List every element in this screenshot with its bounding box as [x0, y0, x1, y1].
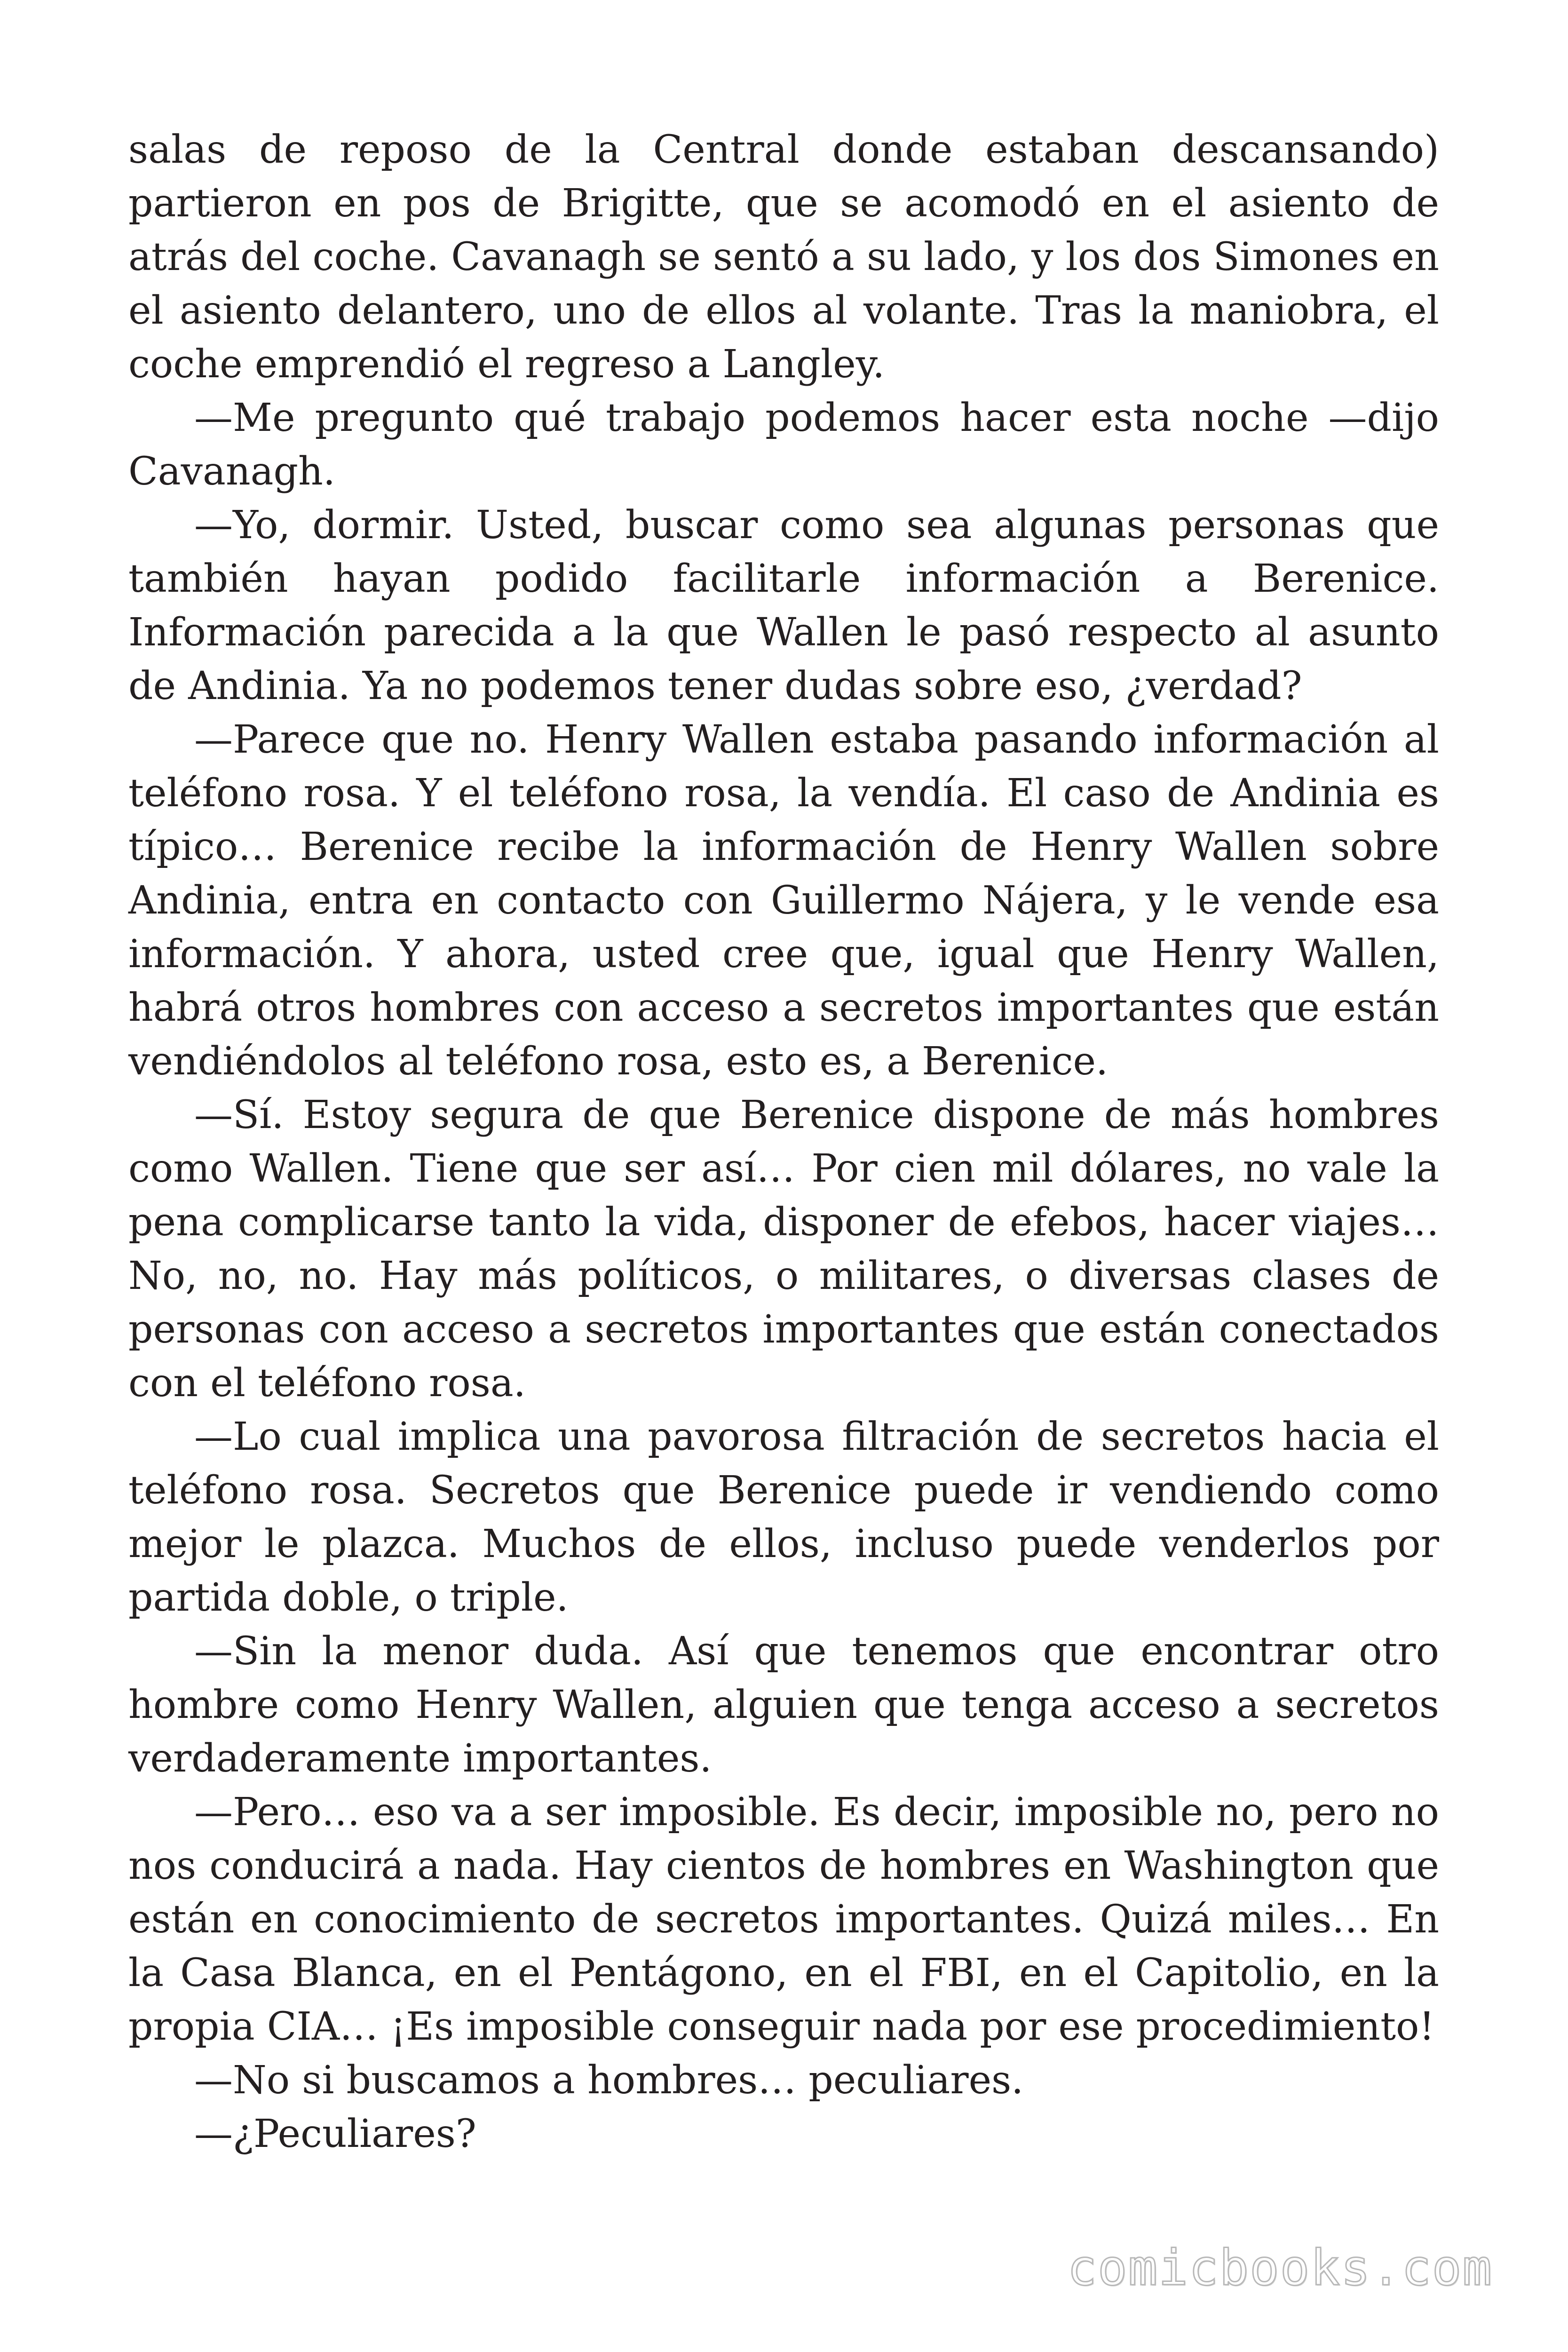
- paragraph-3: —Yo, dormir. Usted, buscar como sea algunas personas que también hayan podido facilitarle información a Berenice. Información parecida a la que Wallen le pasó respecto al asunto de Andinia. Ya no podemos tener dudas sobre eso, ¿verdad?: [128, 503, 1439, 708]
- watermark: comicbooks.com: [1067, 2239, 1493, 2296]
- paragraph-6: —Lo cual implica una pavorosa filtración de secretos hacia el teléfono rosa. Secretos que Berenice puede ir vendiendo como mejor le plazca. Muchos de ellos, incluso puede venderlos por partida doble, o triple.: [128, 1414, 1439, 1620]
- paragraph-9: —No si buscamos a hombres… peculiares.: [194, 2058, 1024, 2103]
- paragraph-10: —¿Peculiares?: [194, 2112, 476, 2156]
- paragraph-4: —Parece que no. Henry Wallen estaba pasando información al teléfono rosa. Y el teléfono rosa, la vendía. El caso de Andinia es típico… Berenice recibe la información de Henry Wallen sobre Andinia, entra en contacto con Guillermo Nájera, y le vende esa información. Y ahora, usted cree que, igual que Henry Wallen, habrá otros hombres con acceso a secretos importantes que están vendiéndolos al teléfono rosa, esto es, a Berenice.: [128, 717, 1439, 1084]
- paragraph-2: —Me pregunto qué trabajo podemos hacer esta noche —dijo Cavanagh.: [128, 396, 1439, 494]
- paragraph-7: —Sin la menor duda. Así que tenemos que encontrar otro hombre como Henry Wallen, alguien que tenga acceso a secretos verdaderamente importantes.: [128, 1629, 1439, 1781]
- paragraph-5: —Sí. Estoy segura de que Berenice dispone de más hombres como Wallen. Tiene que ser así… Por cien mil dólares, no vale la pena complicarse tanto la vida, disponer de efebos, hacer viajes… No, no, no. Hay más políticos, o militares, o diversas clases de personas con acceso a secretos importantes que están conectados con el teléfono rosa.: [128, 1093, 1439, 1406]
- paragraph-1: salas de reposo de la Central donde estaban descansando) partieron en pos de Brigitte, que se acomodó en el asiento de atrás del coche. Cavanagh se sentó a su lado, y los dos Simones en el asiento delantero, uno de ellos al volante. Tras la maniobra, el coche emprendió el regreso a Langley.: [128, 127, 1439, 387]
- paragraph-8: —Pero… eso va a ser imposible. Es decir, imposible no, pero no nos conducirá a nada. Hay cientos de hombres en Washington que están en conocimiento de secretos importantes. Quizá miles… En la Casa Blanca, en el Pentágono, en el FBI, en el Capitolio, en la propia CIA… ¡Es imposible conseguir nada por ese procedimiento!: [128, 1790, 1439, 2049]
- page-body: [128, 123, 1439, 2161]
